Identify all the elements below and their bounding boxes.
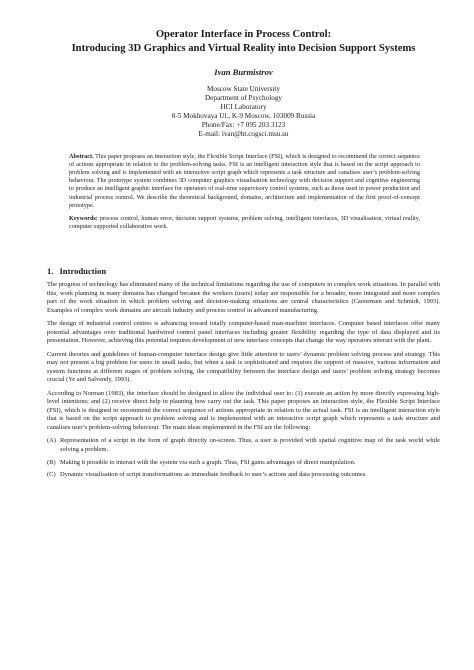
fsi-ideas-list	[47, 437, 440, 480]
section-title: Introduction	[59, 266, 107, 277]
keywords-text: process control, human error, decision support systems, problem solving, intelligent interfaces, 3D visualisation, virtual reality, computer supported collaborative work.	[69, 214, 420, 231]
body-paragraph: The design of industrial control centres is advancing toward totally computer-based man-machine interfaces. Computer based interfaces offer many potential advantages over traditional hardwired control panel interfaces including greater flexibility regarding the type of data displayed and its presentation. However, achieving this potential requires development of new interface concepts that change the way operators interact with the plant.	[47, 320, 440, 345]
list-item-text: Making it possible to interact with the system via such a graph. Thus, FSI gains advantages of direct manipulation.	[60, 458, 356, 466]
section-heading-introduction	[47, 266, 440, 277]
section-number: 1.	[47, 266, 54, 277]
affiliation-phone: Phone/Fax: +7 095 203 3123	[201, 121, 286, 130]
body-paragraph: According to Norman (1983), the interface should be designed to allow the individual user to: (1) execute an action by more directly expressing high-level intentions; and (2) receive direct help in planning how carry out the task. This paper proposes an interaction style, the Flexible Script Interface (FSI), which is designed to recommend the correct sequence of actions appropriate in relation to the actual task. FSI is an intelligent interaction style that is based on the script approach to problem solving and is implemented with an interactive script graph which represents a task structure and canalises user’s problem-solving behaviour. The main ideas implemented in the FSI are the following:	[47, 389, 440, 431]
keywords-paragraph	[69, 215, 420, 231]
affiliation-university: Moscow State University	[206, 85, 281, 93]
affiliation-department: Department of Psychology	[204, 94, 283, 103]
affiliation-lab: HCI Laboratory	[220, 103, 267, 112]
title-line-1: Operator Interface in Process Control:	[155, 29, 332, 40]
list-item-text: Dynamic visualisation of script transformations as immediate feedback to user’s actions and data processing outcomes.	[60, 471, 367, 479]
list-item	[47, 471, 440, 479]
abstract-paragraph	[69, 153, 420, 210]
list-marker: (A)	[47, 437, 56, 445]
list-item	[47, 437, 440, 454]
list-item-text: Representation of a script in the form of graph directly on-screen. Thus, a user is provided with spatial cognitive map of the task world while solving a problem.	[60, 437, 440, 453]
author-name: Ivan Burmistrov	[214, 67, 273, 77]
list-marker: (B)	[47, 458, 56, 466]
abstract-label: Abstract.	[69, 152, 94, 160]
affiliation-email: E-mail: ivan@ht.cogsci.msu.su	[198, 130, 289, 139]
author-affiliation	[47, 85, 440, 140]
paper-title	[47, 28, 440, 56]
keywords-label: Keywords:	[69, 214, 98, 222]
body-paragraph: Current theories and guidelines of human-computer interface design give little attention to users’ dynamic problem solving process and strategy. This may not present a big problem for users in small tasks, but when a task is sophisticated and requires the support of massive, various information and system functions at different stages of problem solving, the compatibility between the interface design and users’ problem solving strategy becomes crucial (Ye and Salvendy, 1993).	[47, 350, 440, 384]
section-body	[47, 281, 440, 479]
list-item	[47, 459, 440, 467]
abstract-block	[69, 153, 420, 232]
list-marker: (C)	[47, 471, 56, 479]
abstract-text: This paper proposes an interaction style, the Flexible Script Interface (FSI), which is designed to recommend the correct sequence of actions appropriate in relation to the problem-solving tasks. FSI is an intelligent interaction style that is based on the script approach to problem solving and is implemented with an interactive script graph which represents a task structure and canalises user’s problem-solving behaviour. The prototype system combines 3D computer graphics visualisation technology with decision support and cognitive engineering to produce an intelligent graphic interface for operators of real-time supervisory control systems, such as those used in power production and industrial process control. We describe the theoretical background, domains, architecture and implementation of the first proof-of-concept prototype.	[69, 152, 420, 209]
title-line-2: Introducing 3D Graphics and Virtual Reality into Decision Support Systems	[71, 43, 416, 54]
affiliation-address: 8-5 Mokhovaya Ul., K-9 Moscow, 103009 Russia	[171, 112, 316, 121]
body-paragraph: The progress of technology has eliminated many of the technical limitations regarding the use of computers in complex work situations. In parallel with this, work planning in many domains has changed because the workers (users) today are responsible for a broader, more integrated and more complex part of the work situation in which problem solving and decision-making situations are central characteristics (Carstensen and Schmidt, 1993). Examples of complex work domains are aircraft industry and process control in advanced manufacturing.	[47, 281, 440, 314]
